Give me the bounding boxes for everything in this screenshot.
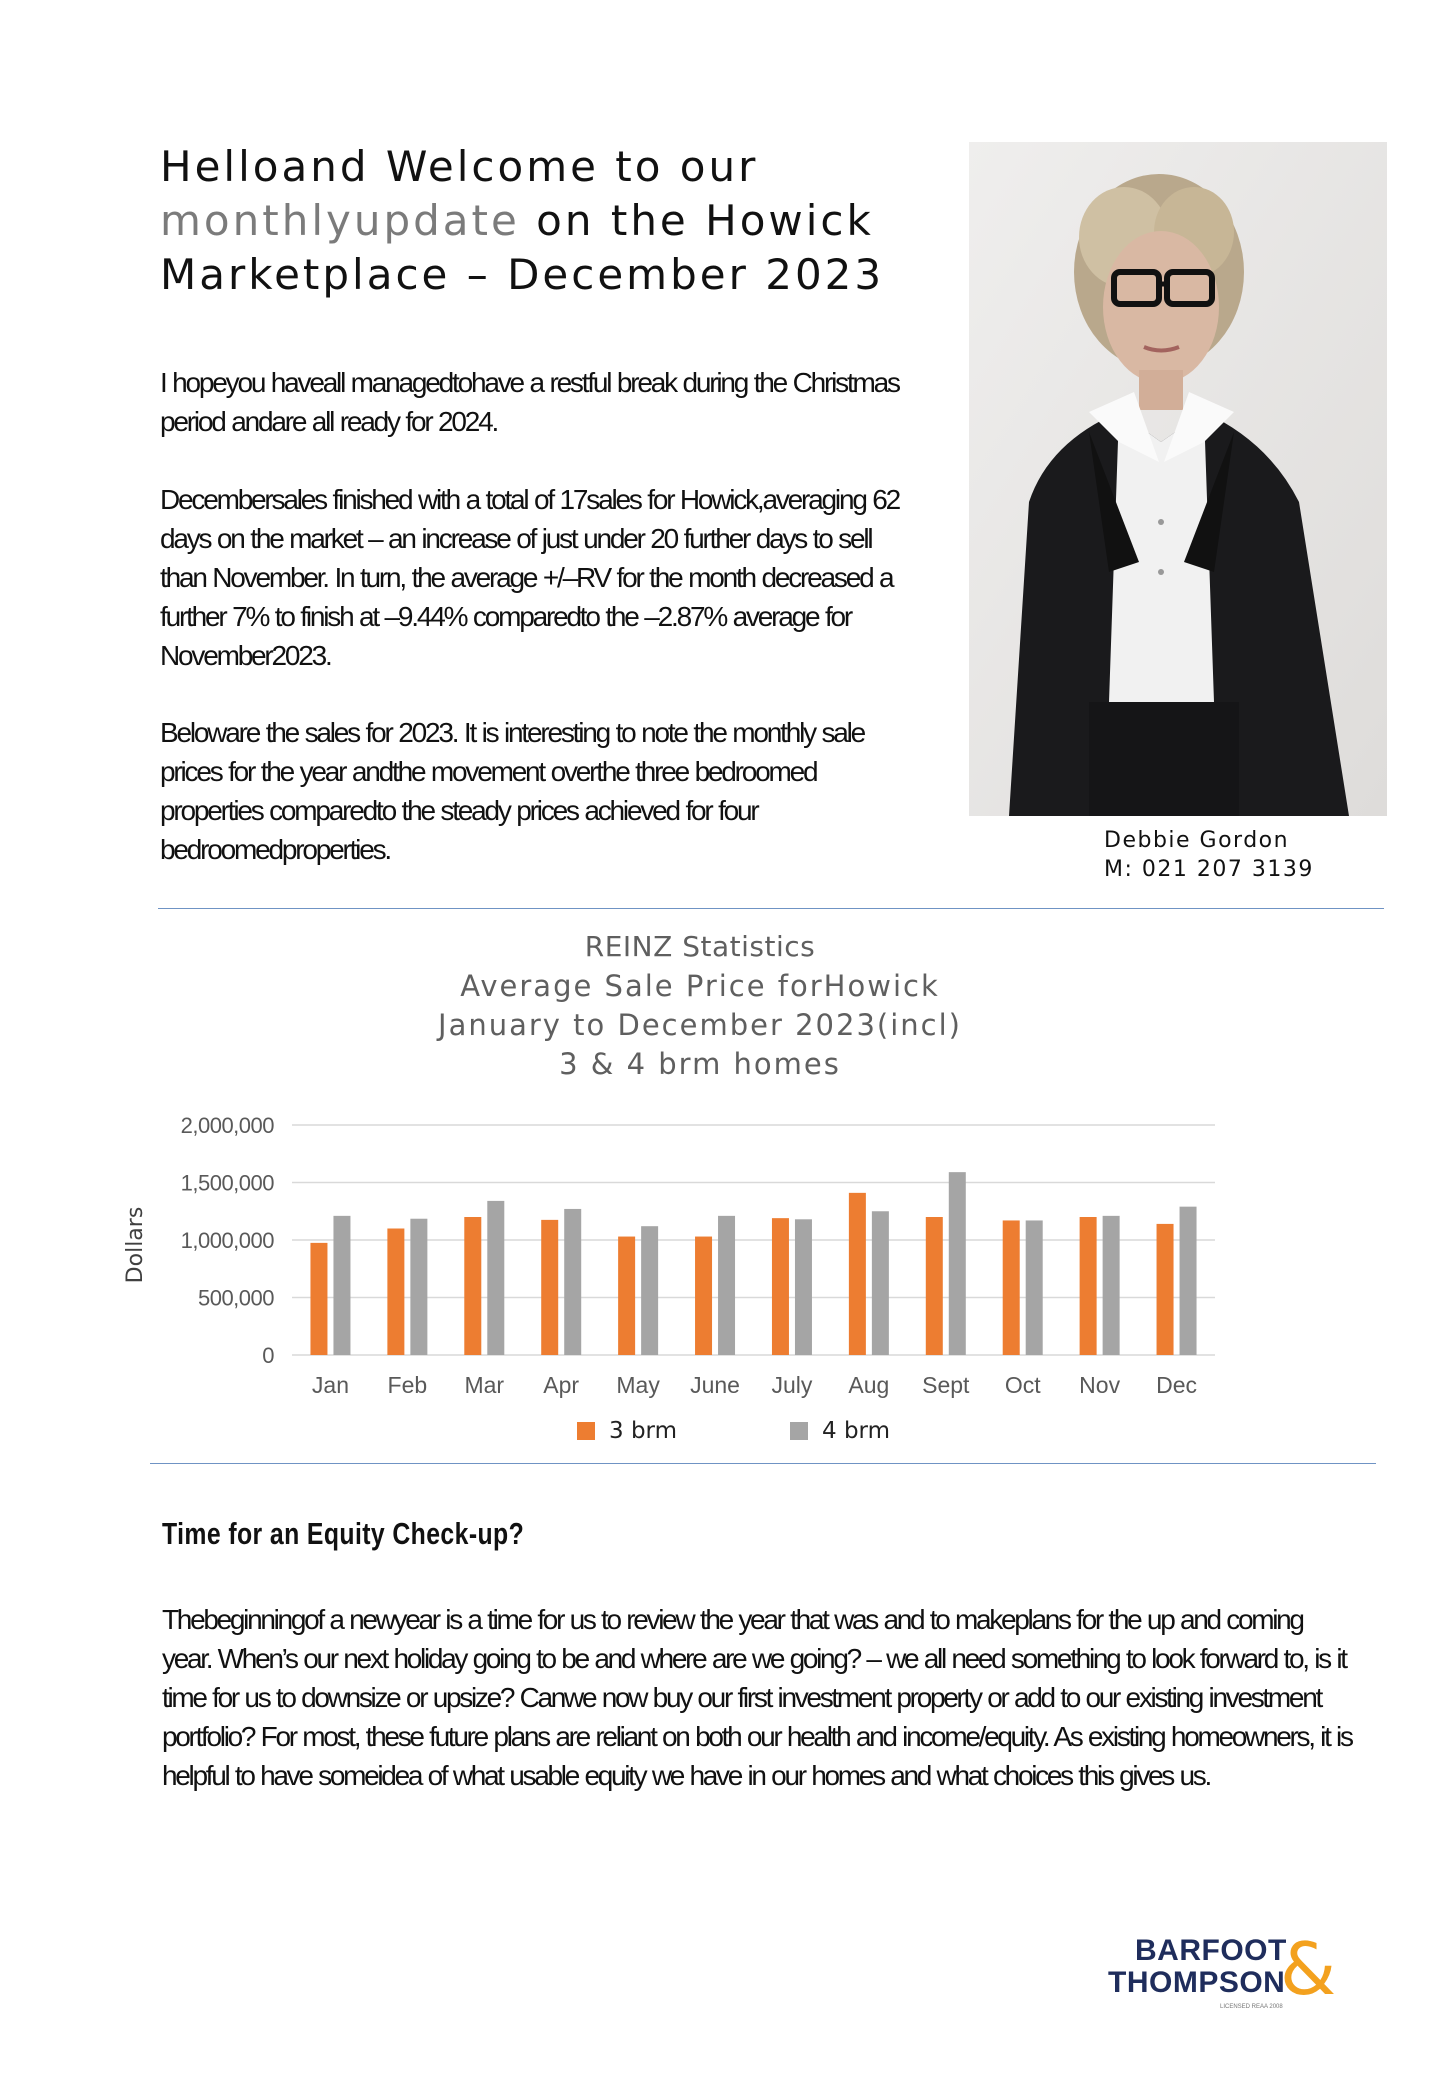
bar-3brm: [541, 1220, 558, 1355]
title-highlight: monthlyupdate: [160, 196, 520, 245]
bar-3brm: [1003, 1220, 1020, 1355]
y-tick-label: 1,500,000: [180, 1170, 274, 1196]
page-title: [160, 140, 920, 302]
bar-4brm: [410, 1219, 427, 1355]
chart-title-line: REINZ Statistics: [584, 930, 816, 963]
agent-caption: [1104, 826, 1314, 884]
bar-3brm: [1080, 1217, 1097, 1355]
x-tick-label: Mar: [464, 1372, 505, 1398]
bar-3brm: [464, 1217, 481, 1355]
title-line-1: Helloand Welcome to our: [160, 142, 759, 191]
logo-line-1: BARFOOT: [1135, 1934, 1287, 1967]
title-line-3: Marketplace – December 2023: [160, 250, 885, 299]
title-line-2: on the Howick: [519, 196, 874, 245]
y-axis-label: Dollars: [123, 1206, 148, 1284]
bar-4brm: [1026, 1220, 1043, 1355]
x-tick-label: Nov: [1079, 1372, 1121, 1398]
bar-3brm: [772, 1218, 789, 1355]
x-tick-label: May: [616, 1372, 660, 1398]
legend-swatch: [577, 1422, 595, 1440]
legend-label: 3 brm: [609, 1418, 678, 1444]
intro-paragraph-1: I hopeyou haveall managedtohave a restful break during the Christmas period andare all ready for 2024.: [160, 367, 899, 437]
bar-3brm: [695, 1237, 712, 1355]
intro-paragraph-2: Decembersales finished with a total of 17sales for Howick,averaging 62 days on the market – an increase of just under 20 further days to sell than November. In turn, the average +/–RV for the month decreased a further 7% to finish at –9.44% comparedto the –2.87% average for November2023.: [160, 484, 900, 671]
x-tick-label: Aug: [848, 1372, 890, 1398]
bar-4brm: [564, 1209, 581, 1355]
x-tick-label: Apr: [543, 1372, 580, 1398]
bar-3brm: [387, 1229, 404, 1356]
x-tick-label: Feb: [387, 1372, 428, 1398]
y-tick-label: 1,000,000: [180, 1228, 274, 1253]
divider-top: [158, 908, 1384, 909]
bar-3brm: [618, 1237, 635, 1355]
x-tick-label: Sept: [922, 1372, 970, 1398]
bar-4brm: [795, 1219, 812, 1355]
bar-4brm: [1180, 1207, 1197, 1355]
bar-4brm: [872, 1211, 889, 1355]
logo-line-2: THOMPSON: [1108, 1966, 1286, 1999]
sales-price-chart: [110, 925, 1260, 1465]
bar-3brm: [1157, 1224, 1174, 1355]
y-tick-label: 0: [262, 1343, 274, 1368]
agent-name: Debbie Gordon: [1104, 828, 1290, 853]
bar-3brm: [310, 1243, 327, 1355]
x-tick-label: Jan: [311, 1372, 350, 1398]
section-body: Thebeginningof a newyear is a time for us to review the year that was and to makeplans for the up and coming year. When’s our next holiday going to be and where are we going? – we all need something to look forward to, is it time for us to downsize or upsize? Canwe now buy our first investment property or add to our existing investment portfolio? For most, these future plans are reliant on both our health and income/equity. As existing homeowners, it is helpful to have someidea of what usable equity we have in our homes and what choices this gives us.: [162, 1604, 1352, 1791]
y-tick-label: 500,000: [197, 1285, 274, 1311]
logo-ampersand: &: [1280, 1930, 1337, 2011]
intro-paragraph-3: Beloware the sales for 2023. It is interesting to note the monthly sale prices for the year andthe movement overthe three bedroomed properties comparedto the steady prices achieved for four bedroomedproperties.: [160, 717, 865, 865]
bar-4brm: [949, 1172, 966, 1355]
legend-swatch: [790, 1422, 808, 1440]
bar-4brm: [641, 1226, 658, 1355]
bar-3brm: [849, 1193, 866, 1355]
x-tick-label: June: [690, 1372, 740, 1398]
legend-label: 4 brm: [822, 1418, 891, 1444]
bar-3brm: [926, 1217, 943, 1355]
y-tick-label: 2,000,000: [180, 1113, 274, 1138]
bar-4brm: [333, 1216, 350, 1355]
agent-phone: M: 021 207 3139: [1104, 857, 1314, 882]
section-heading: Time for an Equity Check-up?: [162, 1516, 525, 1551]
x-tick-label: Oct: [1004, 1372, 1041, 1398]
chart-title-line: Average Sale Price forHowick: [460, 969, 940, 1003]
agent-portrait-illustration: [969, 142, 1387, 816]
barfoot-thompson-logo: [1100, 1930, 1345, 2015]
x-tick-label: Dec: [1156, 1372, 1197, 1398]
chart-title-line: 3 & 4 brm homes: [559, 1047, 841, 1081]
logo-small-text: LICENSED REAA 2008: [1220, 2004, 1283, 2010]
bar-4brm: [718, 1216, 735, 1355]
agent-photo: [969, 142, 1387, 816]
x-tick-label: July: [771, 1372, 813, 1398]
bar-4brm: [487, 1201, 504, 1355]
chart-title-line: January to December 2023(incl): [438, 1008, 962, 1042]
bar-4brm: [1103, 1216, 1120, 1355]
